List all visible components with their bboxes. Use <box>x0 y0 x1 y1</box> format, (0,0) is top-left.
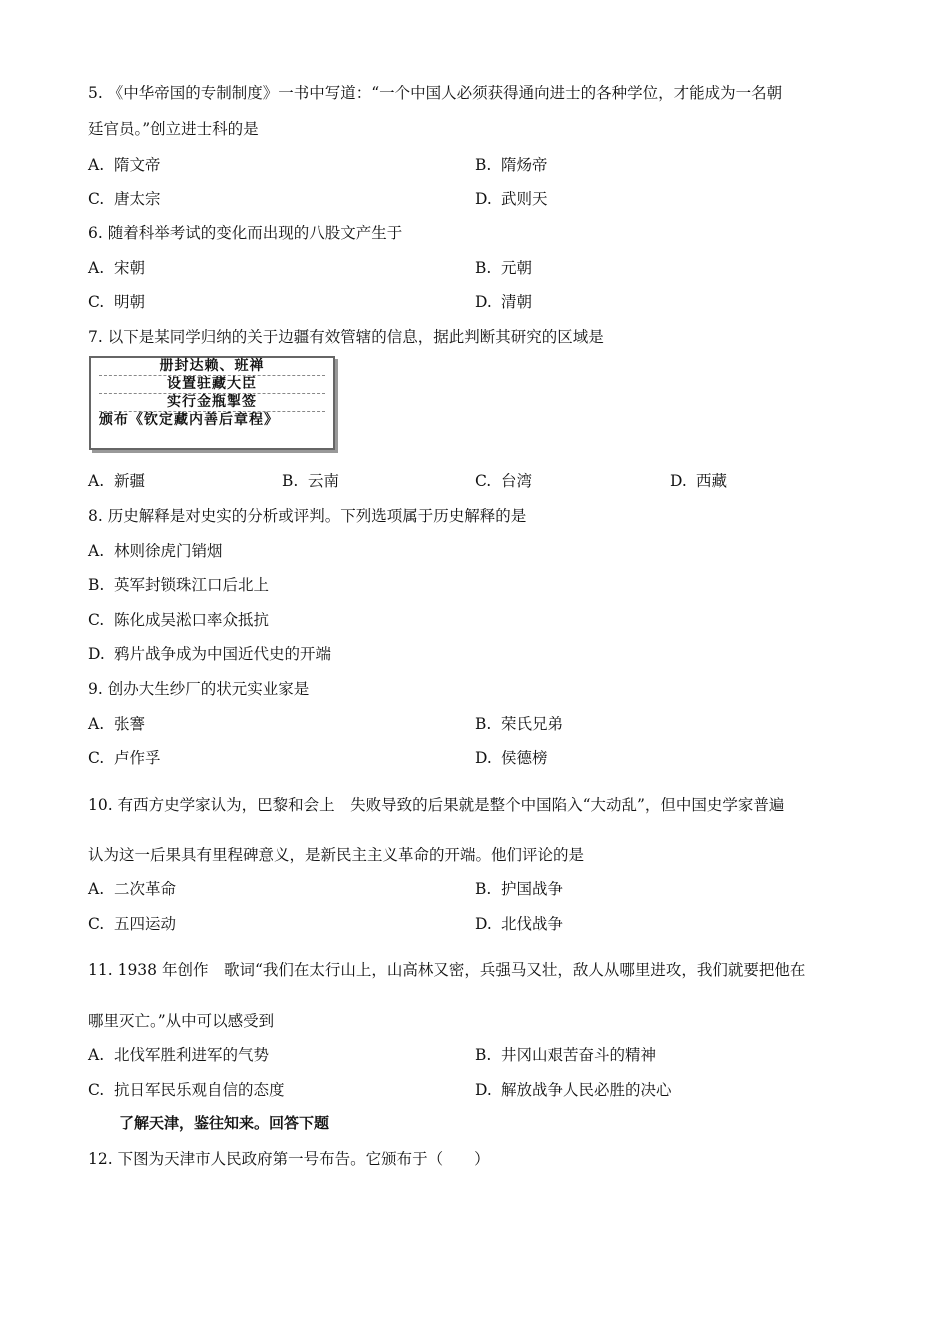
q7-stem: 7. 以下是某同学归纳的关于边疆有效管辖的信息，据此判断其研究的区域是 <box>88 328 604 346</box>
q5-stem-line-2: 廷官员。”创立进士科的是 <box>88 120 259 138</box>
q5-option-c[interactable]: C. 唐太宗 <box>88 190 161 208</box>
q10-stem-line-1: 10. 有西方史学家认为，巴黎和会上 失败导致的后果就是整个中国陷入“大动乱”，但中国史学家普遍 <box>88 796 785 814</box>
q7-option-a[interactable]: A. 新疆 <box>88 472 146 490</box>
card-line-3: 实行金瓶掣签 <box>99 394 325 412</box>
q9-stem: 9. 创办大生纱厂的状元实业家是 <box>88 680 310 698</box>
q9-option-c[interactable]: C. 卢作孚 <box>88 749 161 767</box>
q9-option-a[interactable]: A. 张謇 <box>88 715 146 733</box>
q11-option-d[interactable]: D. 解放战争人民必胜的决心 <box>475 1081 672 1099</box>
card-line-2: 设置驻藏大臣 <box>99 376 325 394</box>
q5-option-d[interactable]: D. 武则天 <box>475 190 548 208</box>
q11-option-b[interactable]: B. 井冈山艰苦奋斗的精神 <box>475 1046 657 1064</box>
q11-stem-line-2: 哪里灭亡。”从中可以感受到 <box>88 1012 275 1030</box>
q7-option-b[interactable]: B. 云南 <box>282 472 340 490</box>
q9-option-d[interactable]: D. 侯德榜 <box>475 749 548 767</box>
q10-option-b[interactable]: B. 护国战争 <box>475 880 564 898</box>
q6-option-d[interactable]: D. 清朝 <box>475 293 533 311</box>
q5-option-a[interactable]: A. 隋文帝 <box>88 156 161 174</box>
q7-info-card <box>89 356 335 450</box>
q7-option-c[interactable]: C. 台湾 <box>475 472 533 490</box>
section-heading: 了解天津，鉴往知来。回答下题 <box>119 1114 330 1132</box>
q10-stem-line-2: 认为这一后果具有里程碑意义，是新民主主义革命的开端。他们评论的是 <box>88 846 585 864</box>
q5-stem-line-1: 5. 《中华帝国的专制制度》一书中写道：“一个中国人必须获得通向进士的各种学位，才能成为一名朝 <box>88 84 783 102</box>
q6-stem: 6. 随着科举考试的变化而出现的八股文产生于 <box>88 224 403 242</box>
card-line-4: 颁布《钦定藏内善后章程》 <box>99 412 279 428</box>
q11-option-c[interactable]: C. 抗日军民乐观自信的态度 <box>88 1081 285 1099</box>
q12-stem: 12. 下图为天津市人民政府第一号布告。它颁布于（ ） <box>88 1150 490 1168</box>
q5-option-b[interactable]: B. 隋炀帝 <box>475 156 548 174</box>
q10-option-d[interactable]: D. 北伐战争 <box>475 915 564 933</box>
q8-stem: 8. 历史解释是对史实的分析或评判。下列选项属于历史解释的是 <box>88 507 527 525</box>
q10-option-c[interactable]: C. 五四运动 <box>88 915 177 933</box>
card-line-1: 册封达赖、班禅 <box>99 358 325 376</box>
q7-option-d[interactable]: D. 西藏 <box>670 472 728 490</box>
q9-option-b[interactable]: B. 荣氏兄弟 <box>475 715 564 733</box>
q6-option-a[interactable]: A. 宋朝 <box>88 259 146 277</box>
q8-option-a[interactable]: A. 林则徐虎门销烟 <box>88 542 223 560</box>
q8-option-b[interactable]: B. 英军封锁珠江口后北上 <box>88 576 270 594</box>
q8-option-c[interactable]: C. 陈化成吴淞口率众抵抗 <box>88 611 270 629</box>
q6-option-b[interactable]: B. 元朝 <box>475 259 533 277</box>
q11-stem-line-1: 11. 1938 年创作 歌词“我们在太行山上，山高林又密，兵强马又壮，敌人从哪里进攻，我们就要把他在 <box>88 961 806 979</box>
q6-option-c[interactable]: C. 明朝 <box>88 293 146 311</box>
q8-option-d[interactable]: D. 鸦片战争成为中国近代史的开端 <box>88 645 332 663</box>
q10-option-a[interactable]: A. 二次革命 <box>88 880 177 898</box>
q11-option-a[interactable]: A. 北伐军胜利进军的气势 <box>88 1046 270 1064</box>
